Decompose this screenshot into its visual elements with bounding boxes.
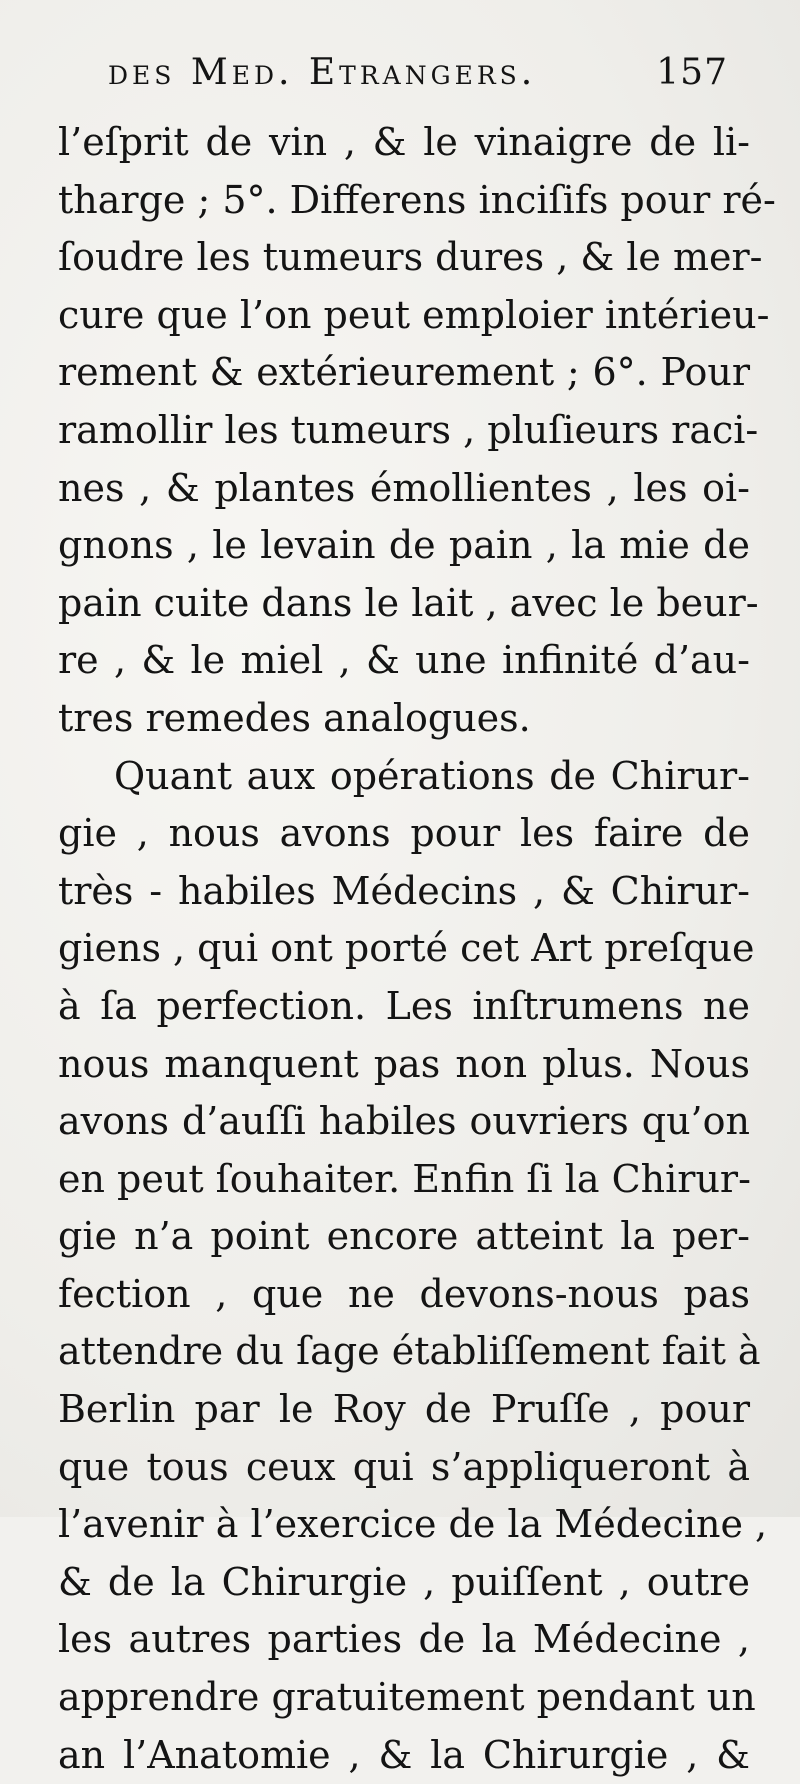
text-line: pain cuite dans le lait , avec le beur- <box>58 580 759 625</box>
text-line: re , & le miel , & une infinité d’au- <box>58 638 750 683</box>
text-line: rement & extérieurement ; 6°. Pour <box>58 350 750 395</box>
text-line: que tous ceux qui s’appliqueront à <box>58 1444 750 1489</box>
text-line: avons d’auſſi habiles ouvriers qu’on <box>58 1099 750 1144</box>
text-line: attendre du ſage établiſſement fait à <box>58 1329 761 1374</box>
text-line: à ſa perfection. Les inſtrumens ne <box>58 983 750 1028</box>
text-line: gie n’a point encore atteint la per- <box>58 1214 750 1259</box>
text-line: tres remedes analogues. <box>58 695 531 740</box>
text-line: cure que l’on peut emploier intérieu- <box>58 292 770 337</box>
text-line: gnons , le levain de pain , la mie de <box>58 523 750 568</box>
text-line: nes , & plantes émollientes , les oi- <box>58 465 750 510</box>
running-head <box>108 52 728 104</box>
text-line: ſoudre les tumeurs dures , & le mer- <box>58 235 763 280</box>
running-head-title: des Med. Etrangers. <box>108 52 537 93</box>
text-line: nous manquent pas non plus. Nous <box>58 1041 750 1086</box>
text-line: Berlin par le Roy de Pruſſe , pour <box>58 1387 750 1432</box>
body-text <box>58 114 776 1784</box>
text-line: & de la Chirurgie , puiſſent , outre <box>58 1559 750 1604</box>
text-line: fection , que ne devons-nous pas <box>58 1271 750 1316</box>
text-line: giens , qui ont porté cet Art preſque <box>58 926 755 971</box>
text-line: très - habiles Médecins , & Chirur- <box>58 868 750 913</box>
text-line: l’eſprit de vin , & le vinaigre de li- <box>58 120 750 164</box>
text-line: an l’Anatomie , & la Chirurgie , & <box>58 1732 750 1777</box>
text-line: l’avenir à l’exercice de la Médecine , <box>58 1502 768 1547</box>
text-line: gie , nous avons pour les faire de <box>58 811 750 856</box>
text-line: tharge ; 5°. Differens inciſifs pour ré- <box>58 177 776 222</box>
text-line: les autres parties de la Médecine , <box>58 1617 750 1662</box>
text-line: en peut ſouhaiter. Enfin ſi la Chirur- <box>58 1156 751 1201</box>
page-number: 157 <box>656 52 728 93</box>
text-line: apprendre gratuitement pendant un <box>58 1675 756 1720</box>
text-line: ramollir les tumeurs , pluſieurs raci- <box>58 407 759 452</box>
paragraph-start-line: Quant aux opérations de Chirur- <box>114 753 750 798</box>
